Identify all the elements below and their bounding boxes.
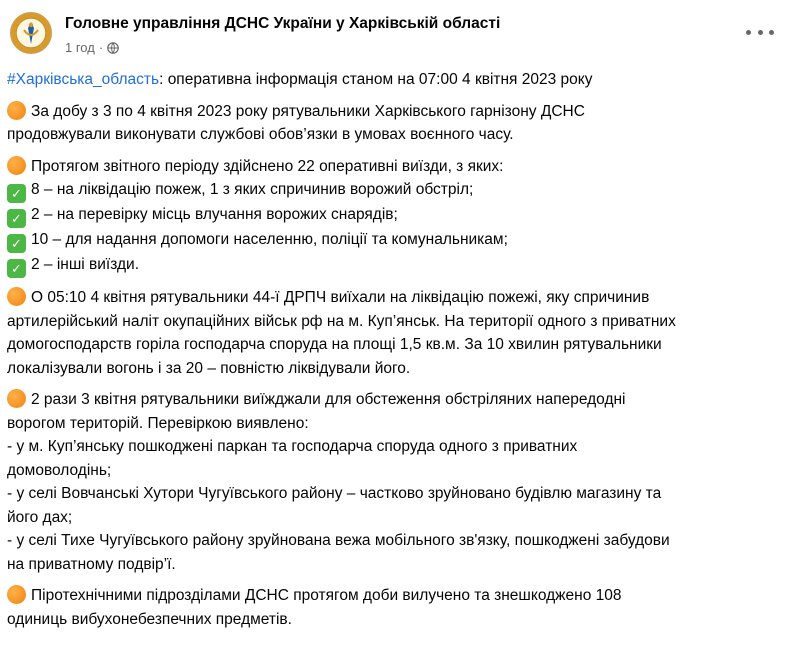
post-header	[10, 12, 500, 60]
check-mark-icon: ✓	[7, 234, 26, 253]
intro-text: : оперативна інформація станом на 07:00 4 квітня 2023 року	[159, 71, 593, 88]
author-name-link[interactable]: Головне управління ДСНС України у Харківській області	[65, 15, 501, 32]
check-mark-icon: ✓	[7, 209, 26, 228]
author-block	[65, 12, 500, 55]
paragraph-4-line: - у селі Вовчанські Хутори Чугуївського району – частково зруйновано будівлю магазину та	[7, 485, 662, 502]
paragraph-3-line: О 05:10 4 квітня рятувальники 44-ї ДРПЧ виїхали на ліквідацію пожежі, яку спричинив	[31, 289, 650, 306]
paragraph-5-line: Піротехнічними підрозділами ДСНС протягом доби вилучено та знешкоджено 108	[31, 587, 622, 604]
paragraph-4-line: домоволодінь;	[7, 461, 112, 479]
post-time-link[interactable]: 1 год	[65, 40, 95, 55]
agency-emblem-icon[interactable]	[10, 12, 52, 54]
paragraph-4-line: 2 рази 3 квітня рятувальники виїжджали для обстеження обстріляних напередодні	[31, 391, 626, 408]
paragraph-3-line: локалізували вогонь і за 20 – повністю ліквідували його.	[7, 359, 411, 377]
paragraph-3-line: домогосподарств горіла господарча споруда на площі 1,5 кв.м. За 10 хвилин рятувальники	[7, 336, 662, 353]
paragraph-1	[7, 100, 782, 147]
orange-circle-icon	[7, 101, 26, 120]
paragraph-2	[7, 155, 782, 279]
paragraph-3	[7, 286, 782, 380]
list-item: 2 – інші виїзди.	[31, 256, 140, 273]
globe-icon[interactable]	[107, 42, 119, 54]
hashtag-link[interactable]: #Харківська_область	[7, 71, 160, 88]
paragraph-5	[7, 584, 782, 631]
list-item: 8 – на ліквідацію пожеж, 1 з яких спричинив ворожий обстріл;	[31, 181, 474, 198]
check-mark-icon: ✓	[7, 259, 26, 278]
paragraph-5-line: одиниць вибухонебезпечних предметів.	[7, 610, 292, 628]
paragraph-4-line: на приватному подвір’ї.	[7, 555, 176, 573]
orange-circle-icon	[7, 156, 26, 175]
paragraph-3-line: артилерійський наліт окупаційних військ рф на м. Куп’янськ. На території одного з приватних	[7, 312, 676, 330]
intro-paragraph	[7, 68, 782, 92]
check-mark-icon: ✓	[7, 184, 26, 203]
more-options-icon[interactable]	[746, 22, 774, 42]
orange-circle-icon	[7, 389, 26, 408]
paragraph-4-line: його дах;	[7, 508, 73, 526]
paragraph-4-line: ворогом територій. Перевіркою виявлено:	[7, 414, 309, 432]
paragraph-4	[7, 388, 782, 576]
orange-circle-icon	[7, 287, 26, 306]
post-body	[7, 68, 782, 639]
list-item: 10 – для надання допомоги населенню, поліції та комунальникам;	[31, 231, 508, 248]
paragraph-4-line: - у селі Тихе Чугуївського району зруйнована вежа мобільного зв'язку, пошкоджені забудови	[7, 532, 670, 549]
orange-circle-icon	[7, 585, 26, 604]
paragraph-4-line: - у м. Куп’янську пошкоджені паркан та господарча споруда одного з приватних	[7, 438, 578, 455]
paragraph-1-line: продовжували виконувати службові обов’язки в умовах воєнного часу.	[7, 126, 514, 143]
paragraph-1-line: За добу з 3 по 4 квітня 2023 року рятувальники Харківського гарнізону ДСНС	[31, 102, 585, 120]
paragraph-2-title: Протягом звітного періоду здійснено 22 оперативні виїзди, з яких:	[31, 157, 504, 175]
meta-separator: ·	[98, 40, 104, 55]
post-meta	[65, 40, 500, 55]
list-item: 2 – на перевірку місць влучання ворожих снарядів;	[31, 206, 398, 223]
